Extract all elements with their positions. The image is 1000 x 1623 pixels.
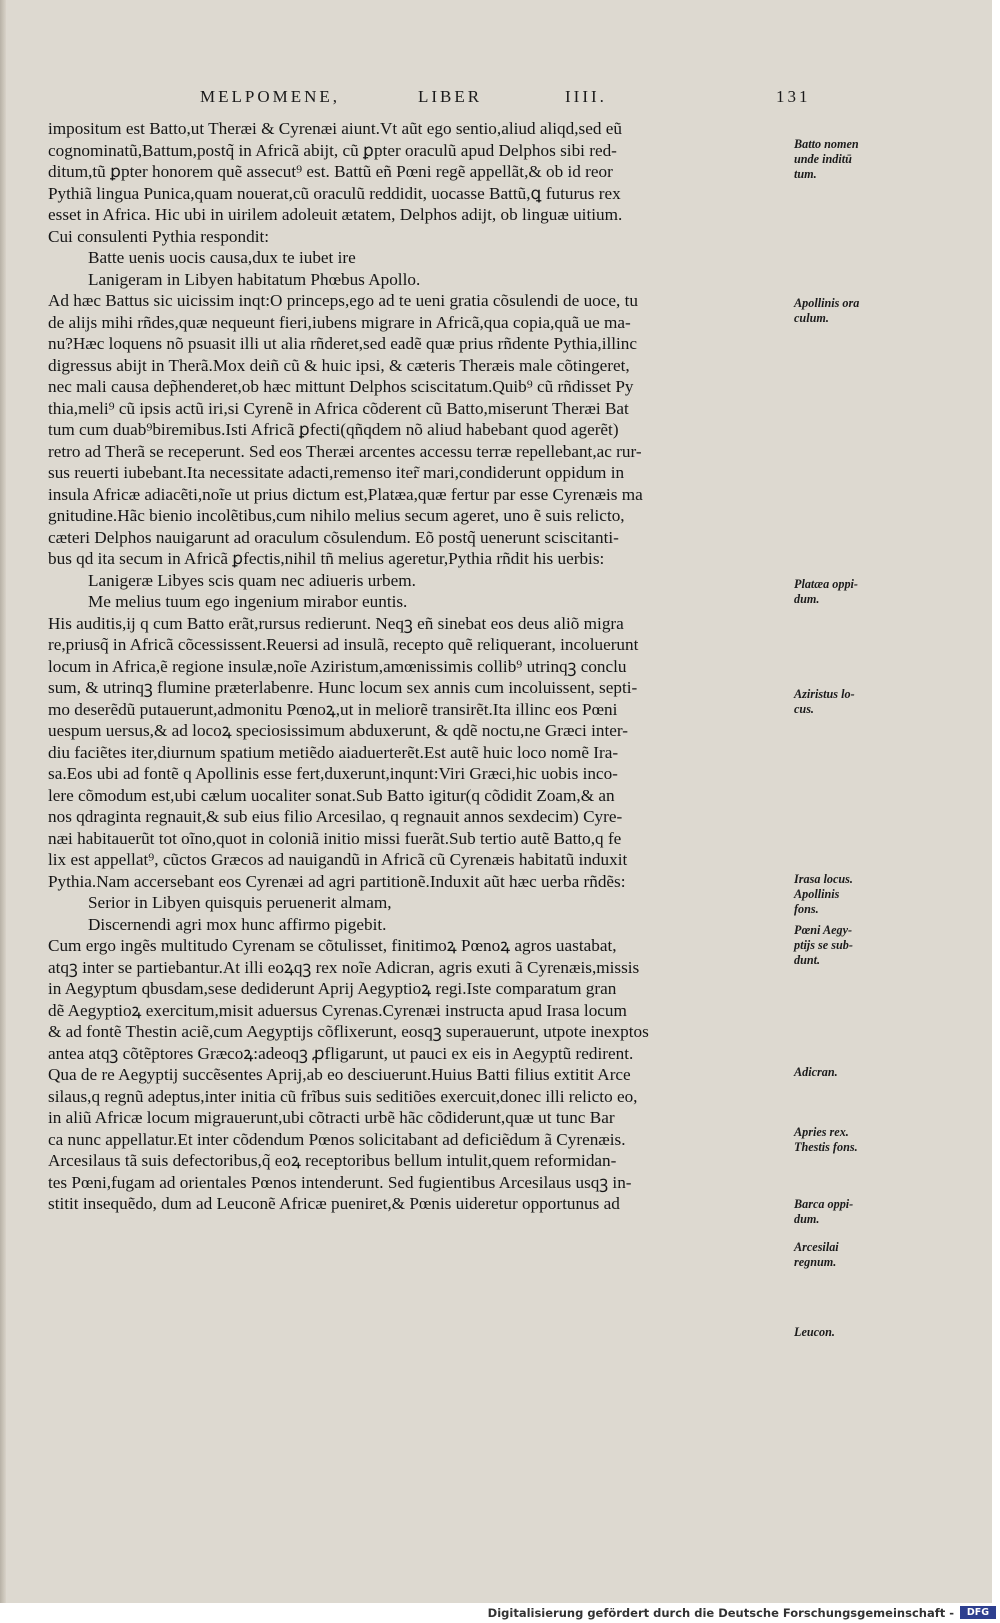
text-line: Qua de re Aegyptĳ succẽsentes Aprĳ,ab eo desciuerunt.Huius Batti filius extitit Arce (48, 1065, 631, 1084)
text-line: Serior in Libyen quisquis peruenerit almam, (88, 893, 392, 912)
text-line: ditum,tũ ꝑpter honorem quẽ assecut⁹ est. Battũ eñ Pœni regẽ appellãt,& ob id reor (48, 162, 613, 181)
text-line: næi habitauerũt tot oĩno,quot in coloniã initio missi fuerãt.Sub tertio autẽ Batto,q fe (48, 828, 622, 848)
text-line: gnitudine.Hãc bienio incolẽtibus,cum nihilo melius secum ageret, uno ẽ suis relicto, (48, 506, 625, 525)
text-line: retro ad Therã se receperunt. Sed eos Theræi arcentes accessu terræ repellebant,ac rur- (48, 441, 642, 461)
text-line: dẽ Aegyptioꝝ exercitum,misit aduersus Cyrenas.Cyrenæi instructa apud Irasa locum (48, 1000, 627, 1020)
text-line: thia,meli⁹ cũ ipsis actũ iri,si Cyrenẽ in Africa cõderent cũ Batto,miserunt Theræi Bat (48, 398, 629, 418)
text-line: lix est appellat⁹, cũctos Græcos ad nauigandũ in Africã cũ Cyrenæis habitatũ induxit (48, 850, 628, 869)
footer-credit: Digitalisierung gefördert durch die Deutsche Forschungsgemeinschaft - (487, 1606, 954, 1620)
folio-number: 131 (776, 87, 811, 106)
text-line: stitit insequẽdo, dum ad Leuconẽ Africæ pueniret,& Pœnis uideretur opportunus ad (48, 1194, 620, 1213)
dfg-logo: DFG (960, 1606, 996, 1619)
digitization-footer (0, 1603, 1000, 1623)
margin-note: Barca oppi- dum. (794, 1197, 854, 1226)
text-line: nec mali causa dep̃henderet,ob hæc mittunt Delphos sciscitatum.Quib⁹ cũ rñdisset Py (48, 377, 634, 396)
text-line: Lanigeram in Libyen habitatum Phœbus Apollo. (88, 269, 421, 289)
margin-note: Adicran. (794, 1065, 838, 1079)
text-line: cæteri Delphos nauigarunt ad oraculum cõsulendum. Eõ postq̃ uenerunt sciscitanti- (48, 527, 619, 547)
text-line: tum cum duab⁹biremibus.Isti Africã ꝑfecti(qñqdem nõ aliud habebant quod agerẽt) (48, 420, 619, 439)
text-line: sus reuerti iubebant.Ita necessitate adacti,remenso iter̃ mari,condiderunt oppidum in (48, 463, 625, 482)
text-line: Pythia.Nam accersebant eos Cyrenæi ad agri partitionẽ.Induxit aũt hæc uerba rñdẽs: (48, 871, 626, 891)
margin-note: Leucon. (794, 1325, 835, 1339)
margin-note: Irasa locus. Apollinis fons. (794, 872, 853, 916)
text-line: tes Pœni,fugam ad orientales Pœnos intenderunt. Sed fugientibus Arcesilaus usqꝫ in- (48, 1172, 632, 1192)
text-line: in aliũ Africæ locum migrauerunt,ubi cõtracti urbẽ hãc cõdiderunt,quæ ut tunc Bar (48, 1108, 615, 1127)
margin-note: Platæa oppi- dum. (794, 577, 858, 606)
text-line: Cui consulenti Pythia respondit: (48, 226, 270, 246)
margin-note: Arcesilai regnum. (794, 1240, 839, 1269)
running-header (0, 87, 992, 109)
text-line: nos qdraginta regnauit,& sub eius filio Arcesilao, q regnauit annos sexdecim) Cyre- (48, 807, 623, 826)
text-line: ca nunc appellatur.Et inter cõdendum Pœnos solicitabant ad deficiẽdum ã Cyrenæis. (48, 1129, 626, 1149)
text-line: bus qd ita secum in Africã ꝑfectis,nihil tñ melius ageretur,Pythia rñdit his uerbis: (48, 549, 605, 568)
text-line: impositum est Batto,ut Theræi & Cyrenæi aiunt.Vt aũt ego sentio,aliud aliqd,sed eũ (48, 119, 622, 138)
margin-note: Batto nomen unde inditū tum. (794, 137, 859, 181)
page-edge-shadow (0, 0, 6, 1603)
text-line: sa.Eos ubi ad fontẽ q Apollinis esse fert,duxerunt,inqunt:Viri Græci,hic uobis inco- (48, 764, 618, 783)
book-label: LIBER (418, 87, 483, 106)
text-line: mo deserẽdũ putauerunt,admonitu Pœnoꝝ,ut in meliorẽ transirẽt.Ita illinc eos Pœni (48, 699, 618, 719)
margin-note: Pœni Aegy- ptĳs se sub- dunt. (794, 923, 853, 967)
text-line: Me melius tuum ego ingenium mirabor euntis. (88, 592, 408, 611)
margin-note: Apollinis ora culum. (794, 296, 860, 325)
text-line: Batte uenis uocis causa,dux te iubet ire (88, 248, 356, 267)
text-line: re,priusq̃ in Africã cõcessissent.Reuersi ad insulã, recepto quẽ reliquerant, incoluerunt (48, 635, 639, 654)
text-line: sum, & utrinqꝫ flumine præterlabenre. Hunc locum sex annis cum incoluissent, septi- (48, 678, 638, 697)
margin-note: Aziristus lo- cus. (794, 687, 855, 716)
text-line: Ad hæc Battus sic uicissim inqt:O princeps,ego ad te ueni gratia cõsulendi de uoce, tu (48, 291, 638, 310)
text-line: diu faciẽtes iter,diurnum spatium metiẽdo aiaduerterẽt.Est autẽ huic loco nomẽ Ira- (48, 742, 619, 762)
text-line: cognominatũ,Battum,postq̃ in Africã abijt, cũ ꝑpter oraculũ apud Delphos sibi red- (48, 140, 617, 160)
text-line: Cum ergo ingẽs multitudo Cyrenam se cõtulisset, finitimoꝝ Pœnoꝝ agros uastabat, (48, 936, 617, 955)
text-line: antea atqꝫ cõtẽptores Græcoꝝ:adeoqꝫ ꝓfligarunt, ut pauci ex eis in Aegyptũ redirent. (48, 1043, 634, 1063)
text-line: & ad fontẽ Thestin aciẽ,cum Aegyptĳs cõflixerunt, eosqꝫ superauerunt, utpote inexptos (48, 1022, 649, 1041)
text-line: esset in Africa. Hic ubi in uirilem adoleuit ætatem, Delphos adijt, ob linguæ uitium. (48, 205, 623, 224)
margin-note: Apries rex. Thestis fons. (794, 1125, 858, 1154)
text-line: nu?Hæc loquens nõ psuasit illi ut alia rñderet,sed eadẽ quæ prius rñdente Pythia,illinc (48, 334, 638, 353)
text-line: atqꝫ inter se partiebantur.At illi eoꝝqꝫ rex noĩe Adicran, agris exuti ã Cyrenæis,missis (48, 957, 640, 977)
running-title: MELPOMENE, (200, 87, 341, 106)
book-number: IIII. (565, 87, 607, 106)
text-line: Discernendi agri mox hunc affirmo pigebit. (88, 914, 387, 934)
text-line: Arcesilaus tã suis defectoribus,q̃ eoꝝ receptoribus bellum intulit,quem reformidan- (48, 1151, 617, 1170)
text-line: silaus,q regnũ adeptus,inter initia cũ frĩbus suis seditiões exercuit,donec illi relicto eo, (48, 1086, 638, 1106)
text-line: locum in Africa,ẽ regione insulæ,noĩe Aziristum,amœnissimis collib⁹ utrinqꝫ conclu (48, 656, 627, 676)
text-line: digressus abijt in Therã.Mox deiñ cũ & huic ipsi, & cæteris Theræis male cõtingeret, (48, 355, 630, 375)
text-line: Lanigeræ Libyes scis quam nec adiueris urbem. (88, 570, 416, 590)
text-line: in Aegyptum qbusdam,sese dediderunt Aprĳ Aegyptioꝝ regi.Iste comparatum gran (48, 979, 617, 998)
text-line: insula Africæ adiacẽti,noĩe ut prius dictum est,Platæa,quæ fertur par esse Cyrenæis ma (48, 484, 643, 504)
text-line: Pythiã lingua Punica,quam nouerat,cũ oraculũ reddidit, uocasse Battũ,ꝗ futurus rex (48, 183, 621, 203)
text-line: de alijs mihi rñdes,quæ nequeunt fieri,iubens migrare in Africã,qua copia,quã ue ma- (48, 312, 631, 332)
body-text (48, 118, 800, 1215)
text-line: lere cõmodum est,ubi cælum uocaliter sonat.Sub Batto igitur(q cõdidit Zoam,& an (48, 785, 615, 805)
text-line: His auditis,ĳ q cum Batto erãt,rursus redierunt. Neqꝫ eñ sinebat eos deus aliõ migra (48, 613, 624, 633)
text-line: uespum uersus,& ad locoꝝ speciosissimum abduxerunt, & qdẽ noctu,ne Græci inter- (48, 721, 629, 740)
